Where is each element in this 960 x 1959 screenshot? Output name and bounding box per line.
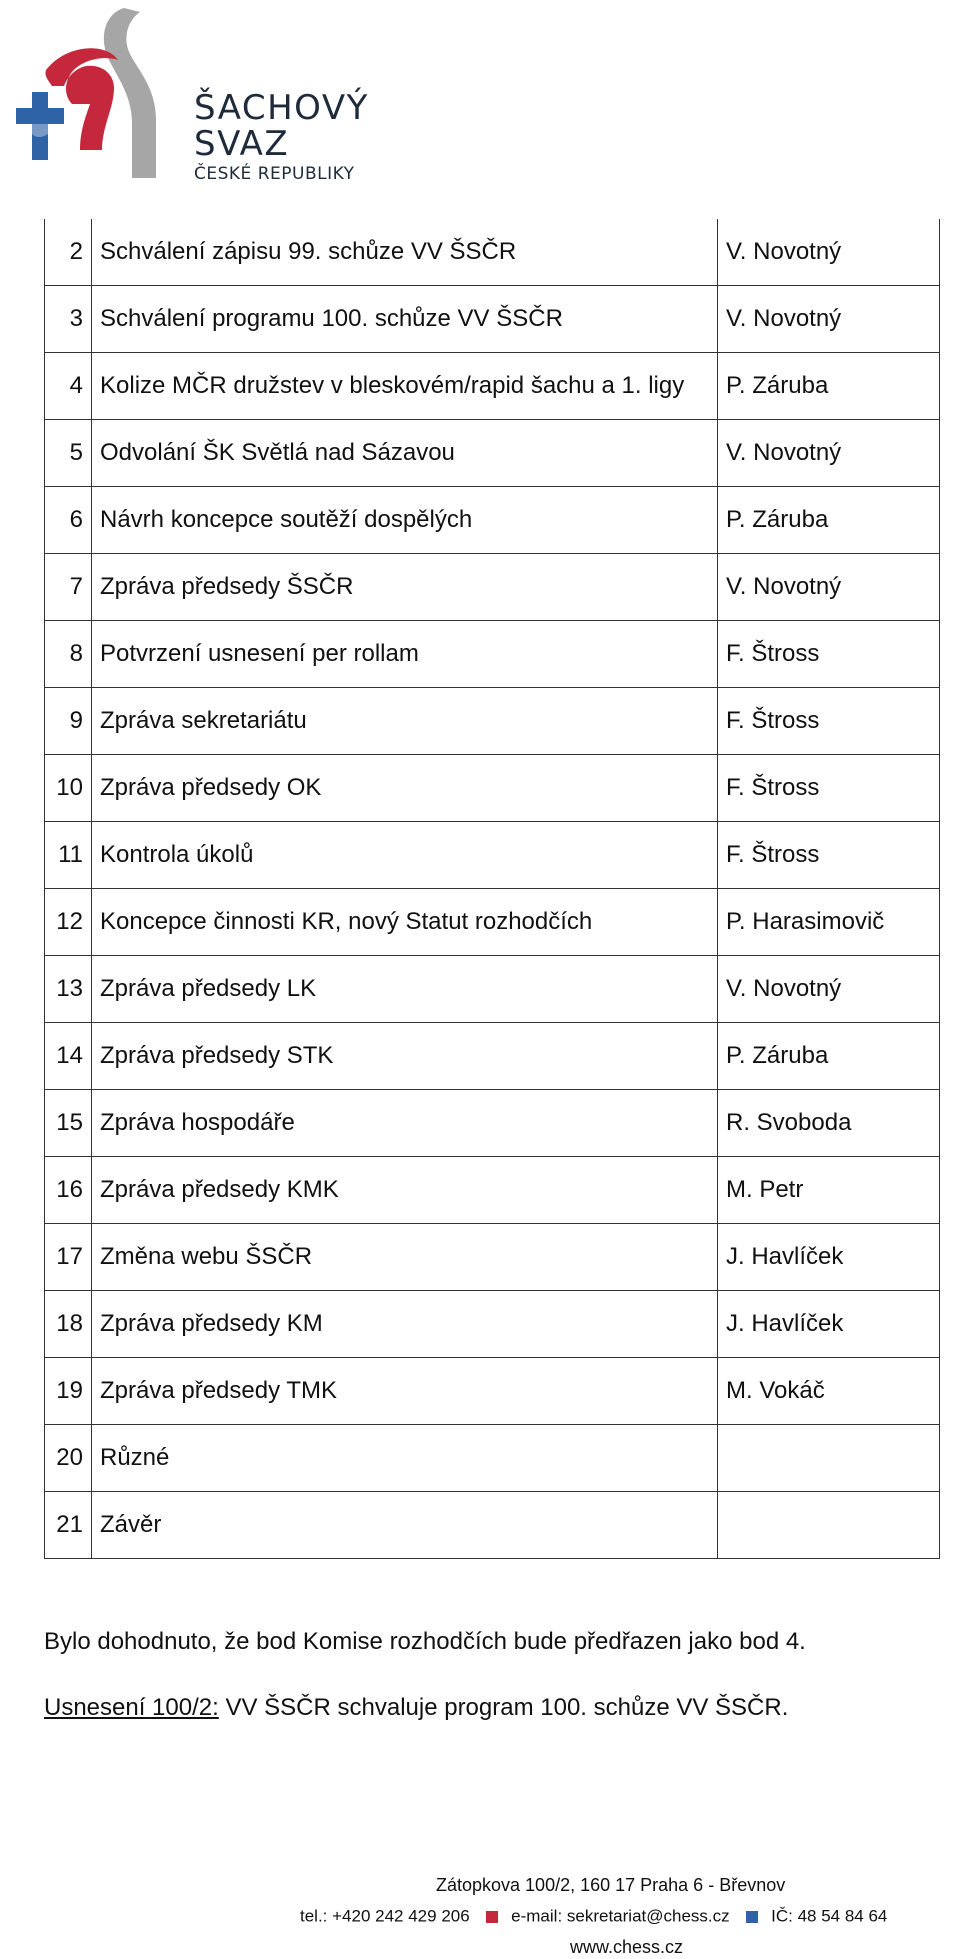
agenda-item-number: 11 [45, 822, 92, 889]
agenda-item-title: Zpráva hospodáře [92, 1090, 718, 1157]
agenda-item-number: 21 [45, 1492, 92, 1559]
agenda-item-number: 10 [45, 755, 92, 822]
table-row [45, 420, 940, 487]
table-row [45, 353, 940, 420]
table-row [45, 1425, 940, 1492]
logo [6, 0, 386, 190]
agenda-item-responsible: V. Novotný [718, 420, 940, 487]
table-row [45, 1224, 940, 1291]
table-row [45, 219, 940, 286]
agenda-item-number: 20 [45, 1425, 92, 1492]
agenda-item-title: Zpráva sekretariátu [92, 688, 718, 755]
chess-knight-logo-icon [6, 0, 196, 190]
agenda-item-number: 15 [45, 1090, 92, 1157]
agenda-item-responsible: P. Záruba [718, 487, 940, 554]
agenda-item-responsible [718, 1425, 940, 1492]
table-row [45, 487, 940, 554]
agenda-item-title: Zpráva předsedy ŠSČR [92, 554, 718, 621]
logo-title-line2: SVAZ [194, 124, 290, 164]
table-row [45, 554, 940, 621]
table-row [45, 1492, 940, 1559]
table-row [45, 889, 940, 956]
agenda-item-title: Závěr [92, 1492, 718, 1559]
agenda-item-responsible: V. Novotný [718, 286, 940, 353]
agenda-item-title: Koncepce činnosti KR, nový Statut rozhodčích [92, 889, 718, 956]
table-row [45, 1023, 940, 1090]
agenda-item-responsible: F. Štross [718, 621, 940, 688]
agenda-item-responsible: J. Havlíček [718, 1291, 940, 1358]
agenda-item-number: 5 [45, 420, 92, 487]
agenda-item-title: Zpráva předsedy TMK [92, 1358, 718, 1425]
footer-ico: IČ: 48 54 84 64 [771, 1906, 888, 1926]
agenda-item-title: Kolize MČR družstev v bleskovém/rapid šachu a 1. ligy [92, 353, 718, 420]
table-row [45, 621, 940, 688]
agenda-item-title: Schválení programu 100. schůze VV ŠSČR [92, 286, 718, 353]
agenda-item-responsible: V. Novotný [718, 956, 940, 1023]
footer-website: www.chess.cz [570, 1937, 684, 1957]
agenda-item-number: 3 [45, 286, 92, 353]
blue-square-icon [746, 1911, 758, 1923]
table-row [45, 1358, 940, 1425]
agenda-item-number: 14 [45, 1023, 92, 1090]
agenda-table-body [45, 219, 940, 1559]
footer-phone: tel.: +420 242 429 206 [300, 1906, 470, 1926]
agenda-item-number: 13 [45, 956, 92, 1023]
logo-wordmark [194, 90, 369, 186]
table-row [45, 755, 940, 822]
table-row [45, 1090, 940, 1157]
agenda-item-number: 19 [45, 1358, 92, 1425]
agenda-item-title: Potvrzení usnesení per rollam [92, 621, 718, 688]
agenda-item-number: 4 [45, 353, 92, 420]
resolution-text: VV ŠSČR schvaluje program 100. schůze VV ŠSČR. [218, 1694, 789, 1721]
agenda-item-title: Zpráva předsedy KM [92, 1291, 718, 1358]
agenda-item-title: Zpráva předsedy OK [92, 755, 718, 822]
agreement-note: Bylo dohodnuto, že bod Komise rozhodčích bude předřazen jako bod 4. [44, 1628, 806, 1655]
agenda-item-number: 9 [45, 688, 92, 755]
agenda-item-responsible [718, 1492, 940, 1559]
resolution-label: Usnesení 100/2: [44, 1694, 219, 1721]
agenda-item-number: 6 [45, 487, 92, 554]
logo-subtitle: ČESKÉ REPUBLIKY [194, 164, 355, 184]
agenda-item-title: Různé [92, 1425, 718, 1492]
agenda-item-responsible: M. Vokáč [718, 1358, 940, 1425]
footer-email: e-mail: sekretariat@chess.cz [511, 1906, 730, 1926]
agenda-item-number: 18 [45, 1291, 92, 1358]
table-row [45, 822, 940, 889]
agenda-item-title: Zpráva předsedy KMK [92, 1157, 718, 1224]
agenda-item-title: Zpráva předsedy LK [92, 956, 718, 1023]
agenda-item-responsible: V. Novotný [718, 219, 940, 286]
agenda-item-number: 12 [45, 889, 92, 956]
table-row [45, 688, 940, 755]
table-row [45, 1291, 940, 1358]
agenda-item-number: 2 [45, 219, 92, 286]
agenda-item-title: Návrh koncepce soutěží dospělých [92, 487, 718, 554]
agenda-item-title: Schválení zápisu 99. schůze VV ŠSČR [92, 219, 718, 286]
agenda-item-number: 17 [45, 1224, 92, 1291]
agenda-item-responsible: P. Záruba [718, 1023, 940, 1090]
table-row [45, 956, 940, 1023]
agenda-table [44, 219, 940, 1559]
agenda-item-title: Kontrola úkolů [92, 822, 718, 889]
agenda-item-responsible: M. Petr [718, 1157, 940, 1224]
agenda-item-responsible: F. Štross [718, 755, 940, 822]
agenda-item-title: Odvolání ŠK Světlá nad Sázavou [92, 420, 718, 487]
logo-title-line1: ŠACHOVÝ [194, 88, 369, 128]
agenda-item-title: Zpráva předsedy STK [92, 1023, 718, 1090]
agenda-item-responsible: P. Harasimovič [718, 889, 940, 956]
footer-address: Zátopkova 100/2, 160 17 Praha 6 - Břevnov [436, 1875, 786, 1895]
table-row [45, 1157, 940, 1224]
agenda-item-responsible: R. Svoboda [718, 1090, 940, 1157]
agenda-item-responsible: P. Záruba [718, 353, 940, 420]
agenda-item-number: 7 [45, 554, 92, 621]
agenda-item-responsible: F. Štross [718, 688, 940, 755]
agenda-item-responsible: V. Novotný [718, 554, 940, 621]
agenda-item-number: 8 [45, 621, 92, 688]
agenda-item-responsible: J. Havlíček [718, 1224, 940, 1291]
agenda-item-number: 16 [45, 1157, 92, 1224]
agenda-item-responsible: F. Štross [718, 822, 940, 889]
table-row [45, 286, 940, 353]
resolution-note [44, 1694, 788, 1722]
red-square-icon [486, 1911, 498, 1923]
footer-contact [300, 1906, 887, 1927]
agenda-item-title: Změna webu ŠSČR [92, 1224, 718, 1291]
